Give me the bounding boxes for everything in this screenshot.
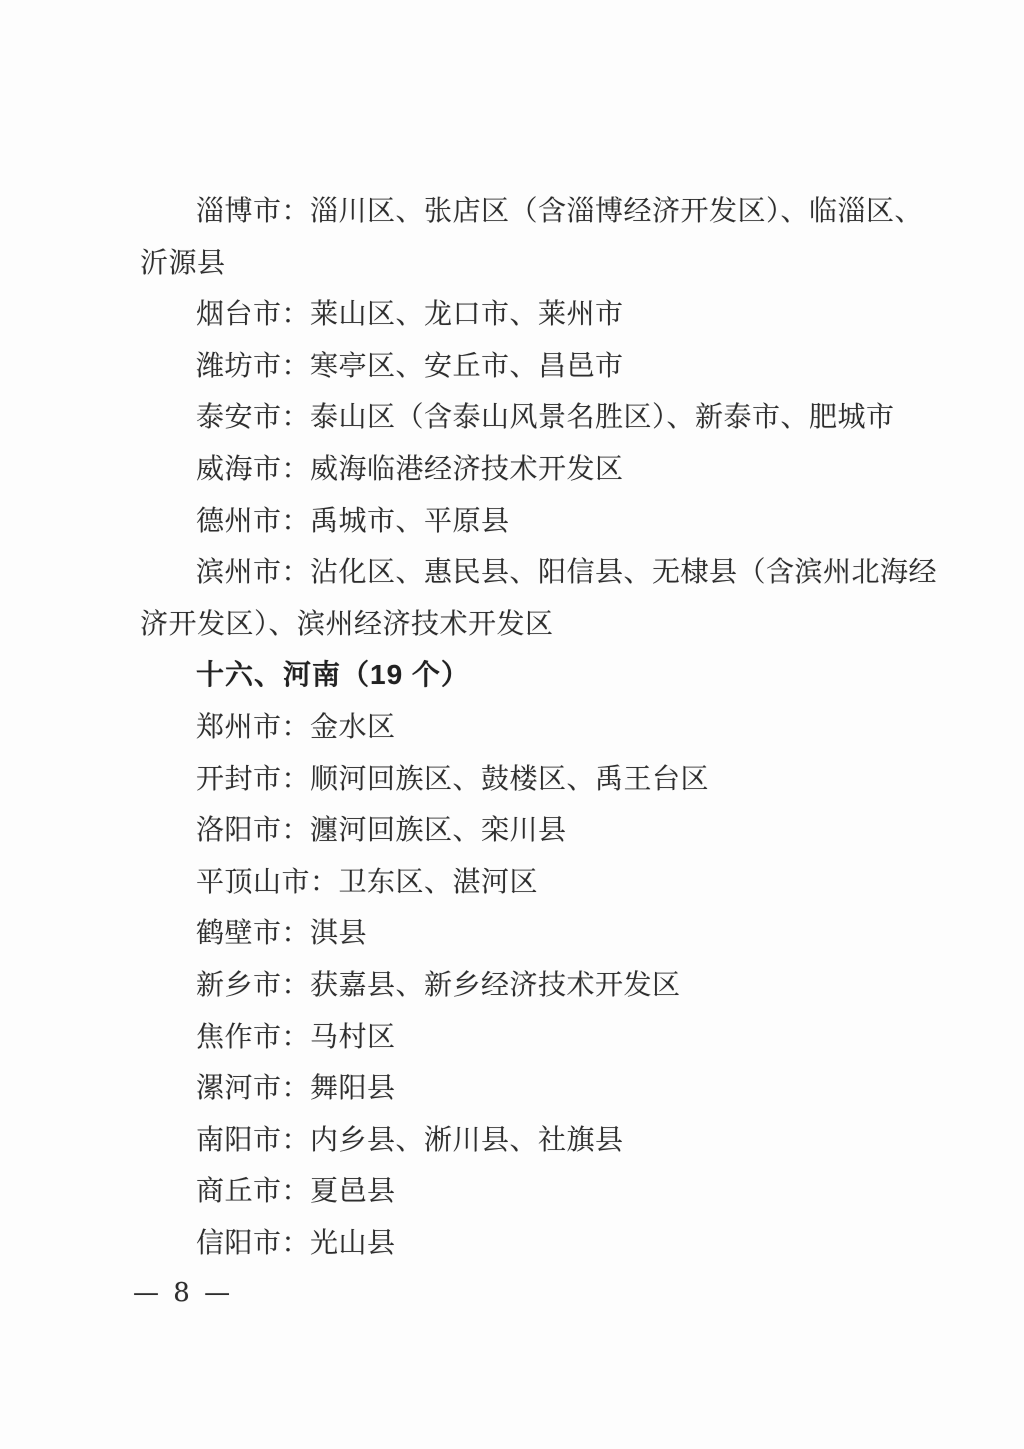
line-nanyang: 南阳市：内乡县、淅川县、社旗县 bbox=[196, 1122, 624, 1156]
line-luohe: 漯河市：舞阳县 bbox=[196, 1071, 396, 1105]
line-yantai: 烟台市：莱山区、龙口市、莱州市 bbox=[196, 297, 624, 331]
line-hebi: 鹤壁市：淇县 bbox=[196, 916, 368, 950]
line-kaifeng: 开封市：顺河回族区、鼓楼区、禹王台区 bbox=[196, 761, 710, 795]
line-jiaozuo: 焦作市：马村区 bbox=[196, 1019, 396, 1053]
line-zibo: 淄博市：淄川区、张店区（含淄博经济开发区）、临淄区、 bbox=[196, 194, 924, 227]
line-shangqiu: 商丘市：夏邑县 bbox=[196, 1174, 396, 1208]
document-text-block bbox=[140, 185, 950, 1268]
line-binzhou: 滨州市：沾化区、惠民县、阳信县、无棣县（含滨州北海经 bbox=[196, 555, 938, 589]
line-xinyang: 信阳市：光山县 bbox=[196, 1225, 396, 1259]
line-xinxiang: 新乡市：获嘉县、新乡经济技术开发区 bbox=[196, 967, 681, 1001]
line-dezhou: 德州市：禹城市、平原县 bbox=[196, 503, 510, 537]
line-taian: 泰安市：泰山区（含泰山风景名胜区）、新泰市、肥城市 bbox=[196, 400, 895, 434]
line-binzhou-continuation: 济开发区）、滨州经济技术开发区 bbox=[140, 606, 554, 640]
line-pingdingshan: 平顶山市：卫东区、湛河区 bbox=[196, 864, 539, 898]
line-zibo-continuation: 沂源县 bbox=[140, 245, 226, 279]
page-number: — 8 — bbox=[133, 1278, 234, 1308]
line-zhengzhou: 郑州市：金水区 bbox=[196, 709, 396, 743]
line-weifang: 潍坊市：寒亭区、安丘市、昌邑市 bbox=[196, 348, 624, 382]
section-heading-henan: 十六、河南（19 个） bbox=[196, 659, 470, 691]
line-weihai: 威海市：威海临港经济技术开发区 bbox=[196, 451, 624, 485]
line-luoyang: 洛阳市：瀍河回族区、栾川县 bbox=[196, 813, 567, 847]
